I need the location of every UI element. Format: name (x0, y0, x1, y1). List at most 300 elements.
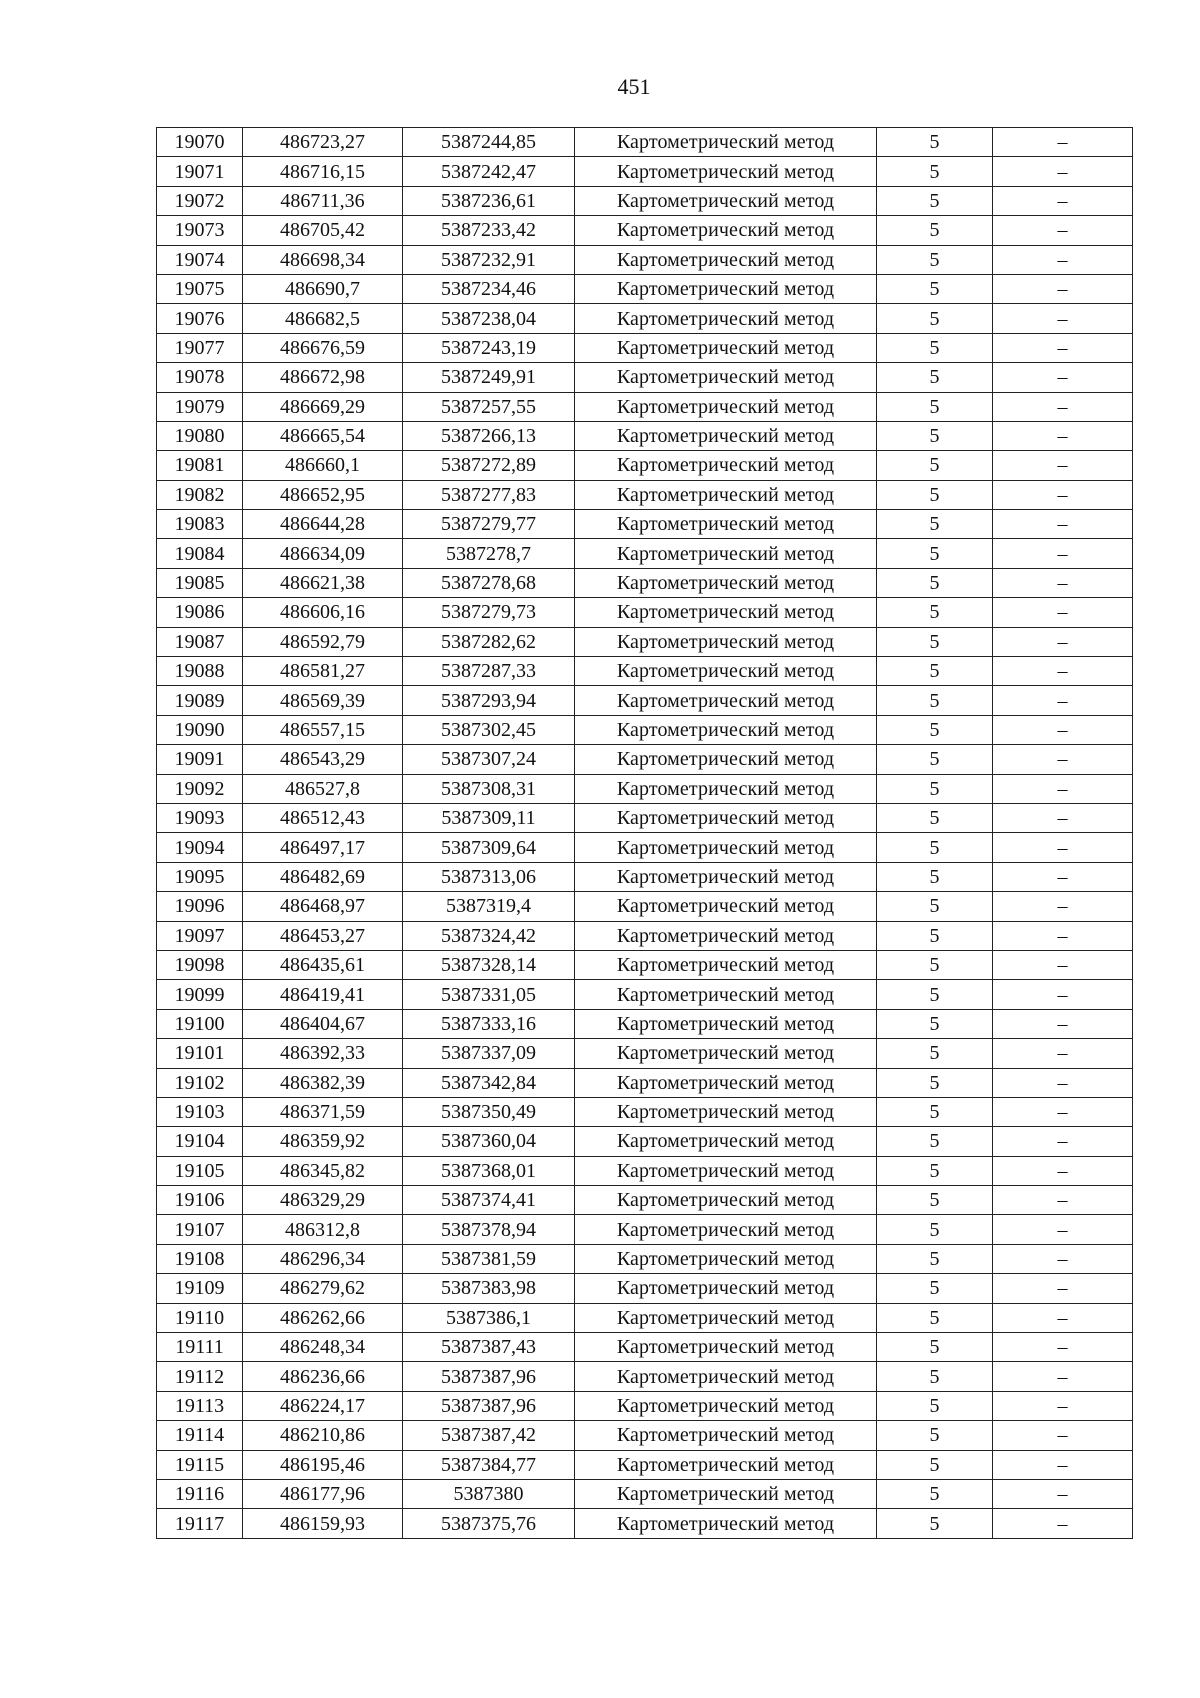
dash-cell: – (993, 1156, 1133, 1185)
method-cell: Картометрический метод (575, 1039, 877, 1068)
x-coordinate-cell: 486419,41 (243, 980, 403, 1009)
dash-cell: – (993, 627, 1133, 656)
accuracy-cell: 5 (877, 568, 993, 597)
x-coordinate-cell: 486543,29 (243, 745, 403, 774)
method-cell: Картометрический метод (575, 1450, 877, 1479)
y-coordinate-cell: 5387233,42 (403, 216, 575, 245)
point-number-cell: 19096 (157, 892, 243, 921)
coordinates-table-body (157, 128, 1133, 1539)
y-coordinate-cell: 5387387,96 (403, 1391, 575, 1420)
y-coordinate-cell: 5387232,91 (403, 245, 575, 274)
y-coordinate-cell: 5387279,77 (403, 510, 575, 539)
method-cell: Картометрический метод (575, 539, 877, 568)
y-coordinate-cell: 5387324,42 (403, 921, 575, 950)
method-cell: Картометрический метод (575, 1479, 877, 1508)
point-number-cell: 19092 (157, 774, 243, 803)
x-coordinate-cell: 486711,36 (243, 186, 403, 215)
y-coordinate-cell: 5387249,91 (403, 363, 575, 392)
accuracy-cell: 5 (877, 1274, 993, 1303)
dash-cell: – (993, 1479, 1133, 1508)
accuracy-cell: 5 (877, 803, 993, 832)
accuracy-cell: 5 (877, 128, 993, 157)
y-coordinate-cell: 5387331,05 (403, 980, 575, 1009)
dash-cell: – (993, 745, 1133, 774)
dash-cell: – (993, 128, 1133, 157)
method-cell: Картометрический метод (575, 1303, 877, 1332)
method-cell: Картометрический метод (575, 186, 877, 215)
method-cell: Картометрический метод (575, 803, 877, 832)
table-row (157, 1509, 1133, 1538)
x-coordinate-cell: 486569,39 (243, 686, 403, 715)
y-coordinate-cell: 5387383,98 (403, 1274, 575, 1303)
point-number-cell: 19117 (157, 1509, 243, 1538)
point-number-cell: 19105 (157, 1156, 243, 1185)
table-row (157, 627, 1133, 656)
accuracy-cell: 5 (877, 892, 993, 921)
table-row (157, 186, 1133, 215)
table-row (157, 745, 1133, 774)
dash-cell: – (993, 921, 1133, 950)
method-cell: Картометрический метод (575, 480, 877, 509)
y-coordinate-cell: 5387309,11 (403, 803, 575, 832)
x-coordinate-cell: 486592,79 (243, 627, 403, 656)
table-row (157, 803, 1133, 832)
point-number-cell: 19076 (157, 304, 243, 333)
accuracy-cell: 5 (877, 1097, 993, 1126)
y-coordinate-cell: 5387381,59 (403, 1244, 575, 1273)
point-number-cell: 19080 (157, 421, 243, 450)
point-number-cell: 19115 (157, 1450, 243, 1479)
table-row (157, 715, 1133, 744)
x-coordinate-cell: 486660,1 (243, 451, 403, 480)
x-coordinate-cell: 486557,15 (243, 715, 403, 744)
y-coordinate-cell: 5387234,46 (403, 274, 575, 303)
method-cell: Картометрический метод (575, 1421, 877, 1450)
table-row (157, 1333, 1133, 1362)
y-coordinate-cell: 5387238,04 (403, 304, 575, 333)
x-coordinate-cell: 486669,29 (243, 392, 403, 421)
y-coordinate-cell: 5387243,19 (403, 333, 575, 362)
y-coordinate-cell: 5387387,42 (403, 1421, 575, 1450)
dash-cell: – (993, 1244, 1133, 1273)
table-row (157, 1479, 1133, 1508)
method-cell: Картометрический метод (575, 216, 877, 245)
method-cell: Картометрический метод (575, 1509, 877, 1538)
y-coordinate-cell: 5387279,73 (403, 598, 575, 627)
y-coordinate-cell: 5387375,76 (403, 1509, 575, 1538)
x-coordinate-cell: 486690,7 (243, 274, 403, 303)
y-coordinate-cell: 5387384,77 (403, 1450, 575, 1479)
point-number-cell: 19101 (157, 1039, 243, 1068)
method-cell: Картометрический метод (575, 1097, 877, 1126)
accuracy-cell: 5 (877, 1127, 993, 1156)
x-coordinate-cell: 486195,46 (243, 1450, 403, 1479)
table-row (157, 157, 1133, 186)
x-coordinate-cell: 486371,59 (243, 1097, 403, 1126)
dash-cell: – (993, 1097, 1133, 1126)
x-coordinate-cell: 486435,61 (243, 950, 403, 979)
point-number-cell: 19093 (157, 803, 243, 832)
method-cell: Картометрический метод (575, 921, 877, 950)
x-coordinate-cell: 486248,34 (243, 1333, 403, 1362)
table-row (157, 657, 1133, 686)
table-row (157, 1215, 1133, 1244)
table-row (157, 363, 1133, 392)
table-row (157, 1244, 1133, 1273)
accuracy-cell: 5 (877, 1450, 993, 1479)
method-cell: Картометрический метод (575, 1362, 877, 1391)
table-row (157, 1097, 1133, 1126)
method-cell: Картометрический метод (575, 627, 877, 656)
x-coordinate-cell: 486512,43 (243, 803, 403, 832)
x-coordinate-cell: 486224,17 (243, 1391, 403, 1420)
x-coordinate-cell: 486672,98 (243, 363, 403, 392)
point-number-cell: 19091 (157, 745, 243, 774)
x-coordinate-cell: 486676,59 (243, 333, 403, 362)
accuracy-cell: 5 (877, 1362, 993, 1391)
dash-cell: – (993, 186, 1133, 215)
point-number-cell: 19097 (157, 921, 243, 950)
point-number-cell: 19071 (157, 157, 243, 186)
point-number-cell: 19111 (157, 1333, 243, 1362)
accuracy-cell: 5 (877, 1391, 993, 1420)
y-coordinate-cell: 5387386,1 (403, 1303, 575, 1332)
table-row (157, 1039, 1133, 1068)
table-row (157, 1186, 1133, 1215)
accuracy-cell: 5 (877, 921, 993, 950)
point-number-cell: 19110 (157, 1303, 243, 1332)
point-number-cell: 19082 (157, 480, 243, 509)
point-number-cell: 19109 (157, 1274, 243, 1303)
table-row (157, 480, 1133, 509)
x-coordinate-cell: 486705,42 (243, 216, 403, 245)
dash-cell: – (993, 392, 1133, 421)
point-number-cell: 19085 (157, 568, 243, 597)
dash-cell: – (993, 686, 1133, 715)
coordinates-table (156, 127, 1133, 1539)
method-cell: Картометрический метод (575, 745, 877, 774)
y-coordinate-cell: 5387387,96 (403, 1362, 575, 1391)
method-cell: Картометрический метод (575, 274, 877, 303)
accuracy-cell: 5 (877, 627, 993, 656)
method-cell: Картометрический метод (575, 657, 877, 686)
x-coordinate-cell: 486329,29 (243, 1186, 403, 1215)
dash-cell: – (993, 1274, 1133, 1303)
dash-cell: – (993, 304, 1133, 333)
point-number-cell: 19103 (157, 1097, 243, 1126)
dash-cell: – (993, 568, 1133, 597)
table-row (157, 304, 1133, 333)
y-coordinate-cell: 5387277,83 (403, 480, 575, 509)
accuracy-cell: 5 (877, 715, 993, 744)
dash-cell: – (993, 657, 1133, 686)
x-coordinate-cell: 486482,69 (243, 862, 403, 891)
table-row (157, 1421, 1133, 1450)
table-row (157, 392, 1133, 421)
accuracy-cell: 5 (877, 774, 993, 803)
table-row (157, 1156, 1133, 1185)
accuracy-cell: 5 (877, 598, 993, 627)
y-coordinate-cell: 5387380 (403, 1479, 575, 1508)
method-cell: Картометрический метод (575, 833, 877, 862)
y-coordinate-cell: 5387244,85 (403, 128, 575, 157)
table-row (157, 833, 1133, 862)
y-coordinate-cell: 5387302,45 (403, 715, 575, 744)
method-cell: Картометрический метод (575, 568, 877, 597)
dash-cell: – (993, 1215, 1133, 1244)
accuracy-cell: 5 (877, 1068, 993, 1097)
accuracy-cell: 5 (877, 363, 993, 392)
method-cell: Картометрический метод (575, 421, 877, 450)
accuracy-cell: 5 (877, 186, 993, 215)
table-row (157, 568, 1133, 597)
method-cell: Картометрический метод (575, 1156, 877, 1185)
dash-cell: – (993, 1009, 1133, 1038)
point-number-cell: 19095 (157, 862, 243, 891)
x-coordinate-cell: 486382,39 (243, 1068, 403, 1097)
dash-cell: – (993, 833, 1133, 862)
point-number-cell: 19074 (157, 245, 243, 274)
accuracy-cell: 5 (877, 245, 993, 274)
accuracy-cell: 5 (877, 980, 993, 1009)
table-row (157, 333, 1133, 362)
method-cell: Картометрический метод (575, 363, 877, 392)
accuracy-cell: 5 (877, 862, 993, 891)
x-coordinate-cell: 486159,93 (243, 1509, 403, 1538)
dash-cell: – (993, 980, 1133, 1009)
point-number-cell: 19081 (157, 451, 243, 480)
accuracy-cell: 5 (877, 480, 993, 509)
y-coordinate-cell: 5387368,01 (403, 1156, 575, 1185)
dash-cell: – (993, 1362, 1133, 1391)
dash-cell: – (993, 715, 1133, 744)
method-cell: Картометрический метод (575, 598, 877, 627)
y-coordinate-cell: 5387342,84 (403, 1068, 575, 1097)
table-row (157, 216, 1133, 245)
x-coordinate-cell: 486236,66 (243, 1362, 403, 1391)
dash-cell: – (993, 363, 1133, 392)
x-coordinate-cell: 486296,34 (243, 1244, 403, 1273)
table-row (157, 598, 1133, 627)
method-cell: Картометрический метод (575, 304, 877, 333)
table-row (157, 686, 1133, 715)
method-cell: Картометрический метод (575, 245, 877, 274)
y-coordinate-cell: 5387278,68 (403, 568, 575, 597)
dash-cell: – (993, 1509, 1133, 1538)
dash-cell: – (993, 862, 1133, 891)
point-number-cell: 19100 (157, 1009, 243, 1038)
dash-cell: – (993, 157, 1133, 186)
accuracy-cell: 5 (877, 950, 993, 979)
method-cell: Картометрический метод (575, 950, 877, 979)
y-coordinate-cell: 5387307,24 (403, 745, 575, 774)
page-number: 451 (617, 74, 651, 99)
accuracy-cell: 5 (877, 421, 993, 450)
method-cell: Картометрический метод (575, 892, 877, 921)
point-number-cell: 19102 (157, 1068, 243, 1097)
point-number-cell: 19089 (157, 686, 243, 715)
x-coordinate-cell: 486698,34 (243, 245, 403, 274)
dash-cell: – (993, 1391, 1133, 1420)
table-row (157, 980, 1133, 1009)
y-coordinate-cell: 5387337,09 (403, 1039, 575, 1068)
x-coordinate-cell: 486262,66 (243, 1303, 403, 1332)
dash-cell: – (993, 1039, 1133, 1068)
dash-cell: – (993, 539, 1133, 568)
table-row (157, 421, 1133, 450)
accuracy-cell: 5 (877, 1421, 993, 1450)
method-cell: Картометрический метод (575, 392, 877, 421)
table-row (157, 274, 1133, 303)
y-coordinate-cell: 5387236,61 (403, 186, 575, 215)
method-cell: Картометрический метод (575, 1009, 877, 1038)
accuracy-cell: 5 (877, 657, 993, 686)
accuracy-cell: 5 (877, 1303, 993, 1332)
point-number-cell: 19108 (157, 1244, 243, 1273)
table-row (157, 128, 1133, 157)
method-cell: Картометрический метод (575, 1186, 877, 1215)
dash-cell: – (993, 274, 1133, 303)
table-row (157, 921, 1133, 950)
accuracy-cell: 5 (877, 1009, 993, 1038)
x-coordinate-cell: 486404,67 (243, 1009, 403, 1038)
point-number-cell: 19113 (157, 1391, 243, 1420)
table-row (157, 451, 1133, 480)
method-cell: Картометрический метод (575, 1391, 877, 1420)
dash-cell: – (993, 950, 1133, 979)
dash-cell: – (993, 510, 1133, 539)
table-row (157, 950, 1133, 979)
method-cell: Картометрический метод (575, 980, 877, 1009)
y-coordinate-cell: 5387387,43 (403, 1333, 575, 1362)
y-coordinate-cell: 5387319,4 (403, 892, 575, 921)
x-coordinate-cell: 486312,8 (243, 1215, 403, 1244)
method-cell: Картометрический метод (575, 128, 877, 157)
point-number-cell: 19077 (157, 333, 243, 362)
point-number-cell: 19079 (157, 392, 243, 421)
point-number-cell: 19070 (157, 128, 243, 157)
accuracy-cell: 5 (877, 274, 993, 303)
y-coordinate-cell: 5387278,7 (403, 539, 575, 568)
table-row (157, 510, 1133, 539)
y-coordinate-cell: 5387266,13 (403, 421, 575, 450)
method-cell: Картометрический метод (575, 333, 877, 362)
accuracy-cell: 5 (877, 1479, 993, 1508)
dash-cell: – (993, 1068, 1133, 1097)
dash-cell: – (993, 451, 1133, 480)
point-number-cell: 19112 (157, 1362, 243, 1391)
point-number-cell: 19083 (157, 510, 243, 539)
dash-cell: – (993, 892, 1133, 921)
dash-cell: – (993, 245, 1133, 274)
accuracy-cell: 5 (877, 1186, 993, 1215)
accuracy-cell: 5 (877, 451, 993, 480)
method-cell: Картометрический метод (575, 1333, 877, 1362)
x-coordinate-cell: 486359,92 (243, 1127, 403, 1156)
accuracy-cell: 5 (877, 1333, 993, 1362)
point-number-cell: 19084 (157, 539, 243, 568)
x-coordinate-cell: 486177,96 (243, 1479, 403, 1508)
y-coordinate-cell: 5387374,41 (403, 1186, 575, 1215)
x-coordinate-cell: 486652,95 (243, 480, 403, 509)
table-row (157, 245, 1133, 274)
y-coordinate-cell: 5387282,62 (403, 627, 575, 656)
point-number-cell: 19073 (157, 216, 243, 245)
dash-cell: – (993, 333, 1133, 362)
x-coordinate-cell: 486682,5 (243, 304, 403, 333)
dash-cell: – (993, 774, 1133, 803)
accuracy-cell: 5 (877, 686, 993, 715)
dash-cell: – (993, 1450, 1133, 1479)
dash-cell: – (993, 480, 1133, 509)
accuracy-cell: 5 (877, 833, 993, 862)
point-number-cell: 19072 (157, 186, 243, 215)
method-cell: Картометрический метод (575, 157, 877, 186)
accuracy-cell: 5 (877, 510, 993, 539)
point-number-cell: 19106 (157, 1186, 243, 1215)
method-cell: Картометрический метод (575, 451, 877, 480)
point-number-cell: 19087 (157, 627, 243, 656)
method-cell: Картометрический метод (575, 1244, 877, 1273)
accuracy-cell: 5 (877, 157, 993, 186)
point-number-cell: 19114 (157, 1421, 243, 1450)
x-coordinate-cell: 486210,86 (243, 1421, 403, 1450)
accuracy-cell: 5 (877, 745, 993, 774)
y-coordinate-cell: 5387328,14 (403, 950, 575, 979)
table-row (157, 539, 1133, 568)
table-row (157, 774, 1133, 803)
x-coordinate-cell: 486497,17 (243, 833, 403, 862)
dash-cell: – (993, 1127, 1133, 1156)
table-row (157, 1303, 1133, 1332)
x-coordinate-cell: 486527,8 (243, 774, 403, 803)
table-row (157, 1009, 1133, 1038)
y-coordinate-cell: 5387257,55 (403, 392, 575, 421)
point-number-cell: 19099 (157, 980, 243, 1009)
y-coordinate-cell: 5387333,16 (403, 1009, 575, 1038)
point-number-cell: 19075 (157, 274, 243, 303)
accuracy-cell: 5 (877, 216, 993, 245)
x-coordinate-cell: 486279,62 (243, 1274, 403, 1303)
x-coordinate-cell: 486345,82 (243, 1156, 403, 1185)
dash-cell: – (993, 1421, 1133, 1450)
x-coordinate-cell: 486716,15 (243, 157, 403, 186)
table-row (157, 892, 1133, 921)
dash-cell: – (993, 421, 1133, 450)
method-cell: Картометрический метод (575, 862, 877, 891)
x-coordinate-cell: 486392,33 (243, 1039, 403, 1068)
point-number-cell: 19107 (157, 1215, 243, 1244)
point-number-cell: 19090 (157, 715, 243, 744)
x-coordinate-cell: 486581,27 (243, 657, 403, 686)
point-number-cell: 19098 (157, 950, 243, 979)
table-row (157, 862, 1133, 891)
method-cell: Картометрический метод (575, 1215, 877, 1244)
x-coordinate-cell: 486621,38 (243, 568, 403, 597)
method-cell: Картометрический метод (575, 1068, 877, 1097)
accuracy-cell: 5 (877, 539, 993, 568)
accuracy-cell: 5 (877, 333, 993, 362)
accuracy-cell: 5 (877, 1244, 993, 1273)
table-row (157, 1068, 1133, 1097)
y-coordinate-cell: 5387272,89 (403, 451, 575, 480)
accuracy-cell: 5 (877, 392, 993, 421)
method-cell: Картометрический метод (575, 686, 877, 715)
accuracy-cell: 5 (877, 1039, 993, 1068)
method-cell: Картометрический метод (575, 1127, 877, 1156)
dash-cell: – (993, 1303, 1133, 1332)
y-coordinate-cell: 5387313,06 (403, 862, 575, 891)
